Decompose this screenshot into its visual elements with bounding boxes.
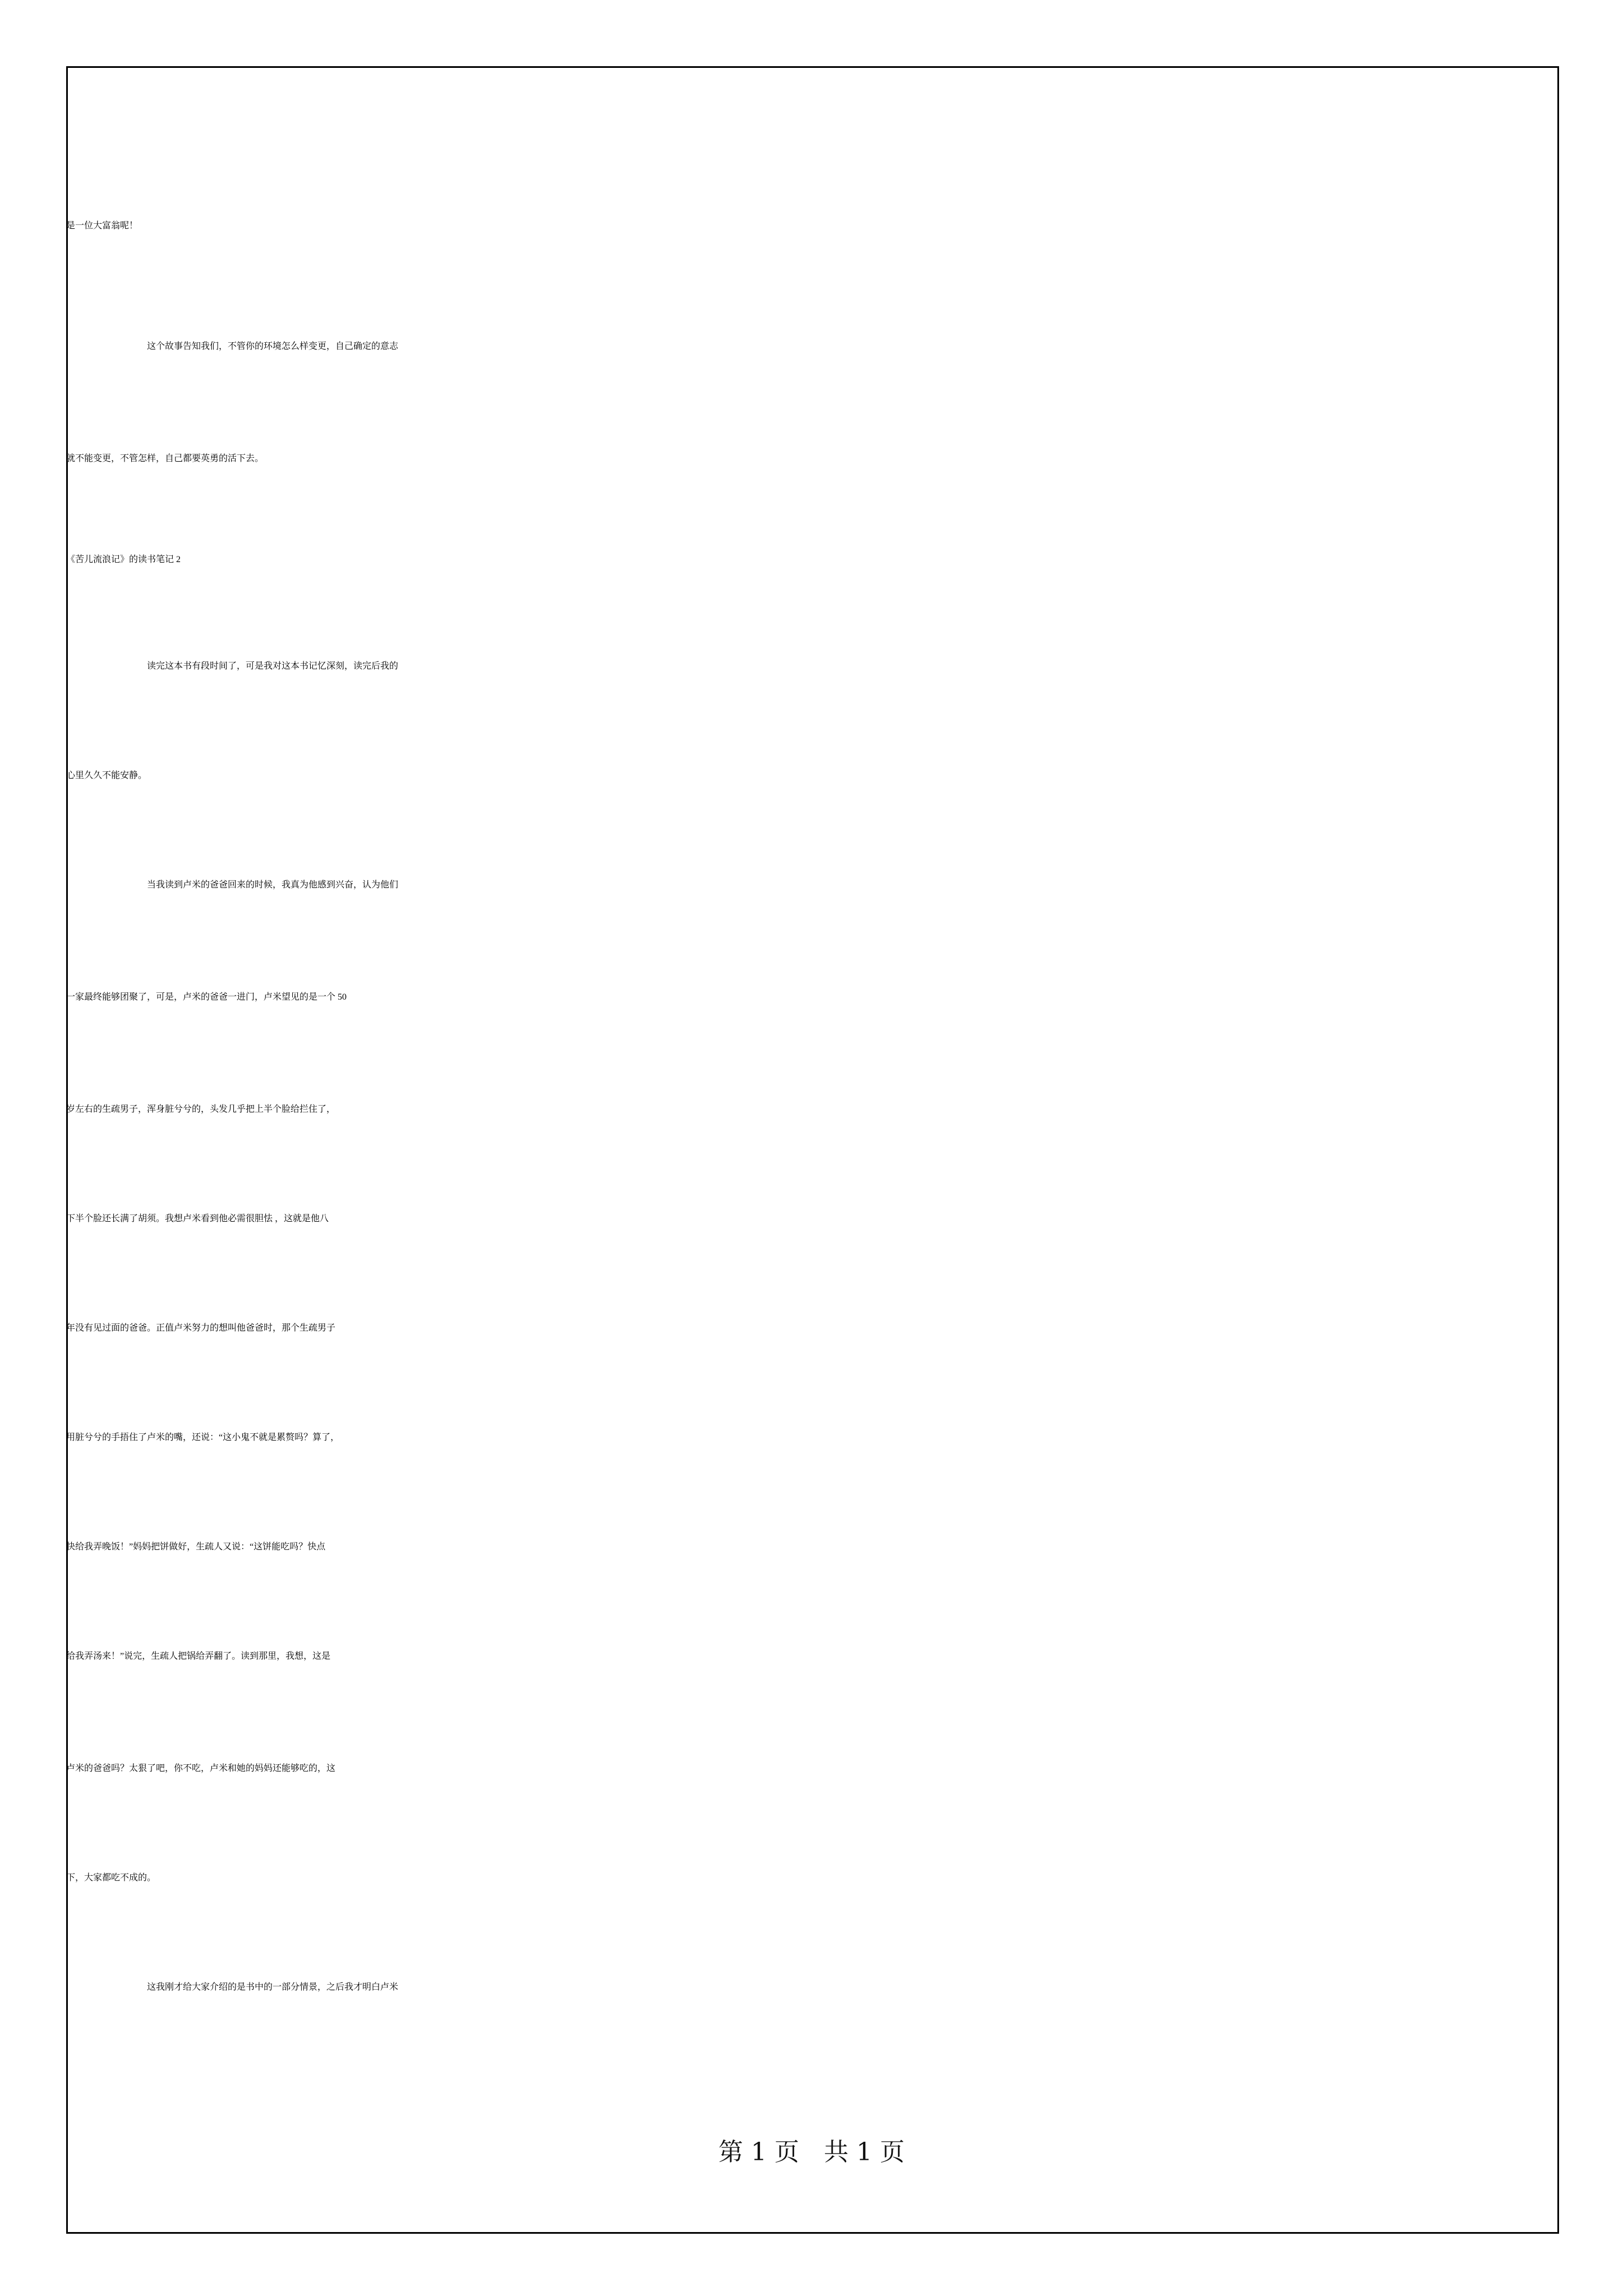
text-line: 岁左右的生疏男子，浑身脏兮兮的，头发几乎把上半个脸给拦住了， <box>66 1105 336 1114</box>
text-line: 是一位大富翁呢！ <box>66 221 139 231</box>
text-line: 就不能变更，不管怎样，自己都要英勇的活下去。 <box>66 454 264 463</box>
text-line: 下，大家都吃不成的。 <box>66 1873 156 1883</box>
text-line: 这个故事告知我们，不管你的环境怎么样变更，自己确定的意志 <box>147 342 399 351</box>
text-line: 读完这本书有段时间了，可是我对这本书记忆深刻，读完后我的 <box>147 661 399 671</box>
section-heading: 《苦儿流浪记》的读书笔记 2 <box>66 555 181 564</box>
text-line: 下半个脸还长满了胡须。我想卢米看到他必需很胆怯 ，这就是他八 <box>66 1214 329 1223</box>
text-line: 这我刚才给大家介绍的是书中的一部分情景，之后我才明白卢米 <box>147 1982 399 1992</box>
text-line: 卢米的爸爸吗？太狠了吧，你不吃，卢米和她的妈妈还能够吃的，这 <box>66 1764 336 1773</box>
text-line: 一家最终能够团聚了，可是，卢米的爸爸一进门，卢米望见的是一个 50 <box>66 992 347 1002</box>
page-border <box>66 66 1559 2234</box>
text-line: 年没有见过面的爸爸。正值卢米努力的想叫他爸爸时，那个生疏男子 <box>66 1323 336 1333</box>
text-line: 心里久久不能安静。 <box>66 771 147 780</box>
text-line: 给我弄汤来！”说完，生疏人把锅给弄翻了。读到那里，我想，这是 <box>66 1651 331 1661</box>
text-line: 用脏兮兮的手捂住了卢米的嘴，还说：“这小鬼不就是累赘吗？算了， <box>66 1433 340 1442</box>
text-line: 当我读到卢米的爸爸回来的时候，我真为他感到兴奋，认为他们 <box>147 880 399 890</box>
page-footer: 第 1 页 共 1 页 <box>718 2138 905 2166</box>
text-line: 快给我弄晚饭！”妈妈把饼做好，生疏人又说：“这饼能吃吗？快点 <box>66 1542 326 1552</box>
